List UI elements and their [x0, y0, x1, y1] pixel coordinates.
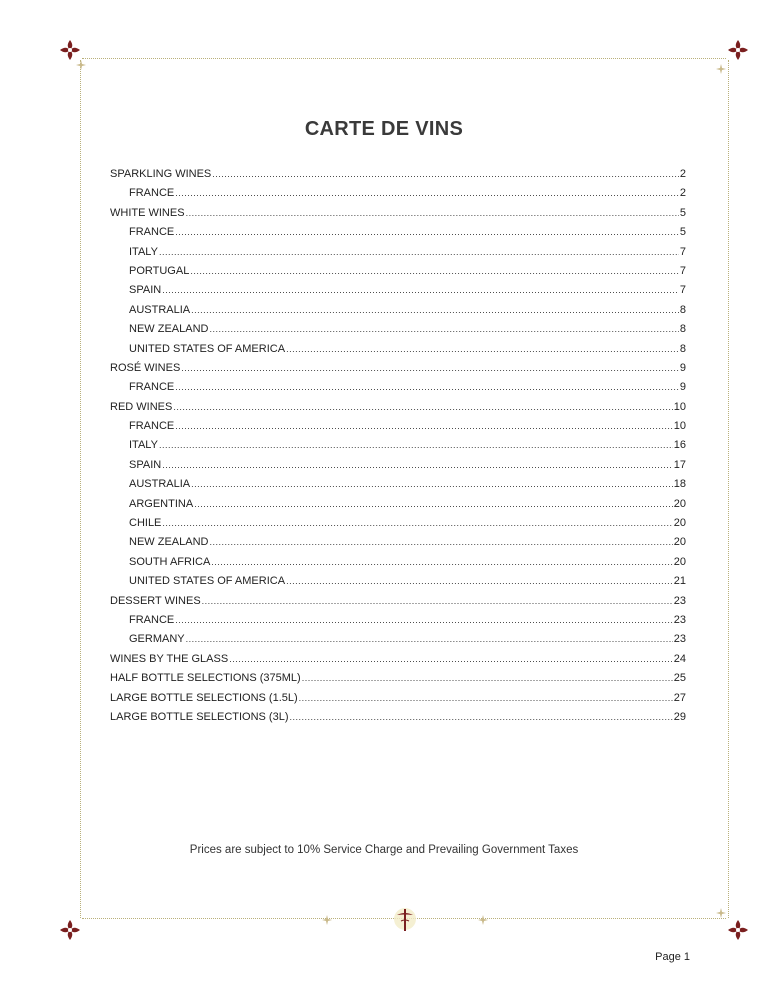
page-number: Page 1 [655, 951, 690, 963]
toc-leader-dots [159, 247, 679, 257]
toc-leader-dots [229, 654, 673, 664]
fleur-ornament-icon [726, 918, 750, 942]
toc-entry-page: 2 [679, 168, 686, 180]
star-ornament-icon [716, 908, 726, 918]
toc-entry[interactable] [110, 575, 686, 594]
toc-entry-label: LARGE BOTTLE SELECTIONS (3L) [110, 710, 289, 723]
toc-entry-page: 7 [679, 245, 686, 258]
toc-entry[interactable] [110, 672, 686, 691]
toc-entry[interactable] [110, 478, 686, 497]
toc-entry[interactable] [110, 556, 686, 575]
toc-leader-dots [162, 460, 673, 470]
toc-entry-label: ITALY [129, 245, 158, 258]
toc-entry-label: FRANCE [129, 420, 175, 433]
toc-entry-label: PORTUGAL [129, 264, 190, 277]
toc-entry[interactable] [110, 614, 686, 633]
toc-leader-dots [211, 557, 672, 567]
toc-entry-page: 23 [673, 613, 686, 626]
toc-entry[interactable] [110, 692, 686, 711]
toc-entry-label: AUSTRALIA [129, 303, 191, 316]
toc-entry-label: NEW ZEALAND [129, 536, 209, 549]
toc-leader-dots [175, 188, 679, 198]
star-ornament-icon [322, 915, 332, 925]
toc-entry-label: NEW ZEALAND [129, 323, 209, 336]
toc-leader-dots [162, 518, 672, 528]
toc-entry-page: 17 [673, 458, 686, 471]
toc-leader-dots [181, 363, 679, 373]
toc-entry-label: RED WINES [110, 400, 173, 413]
star-ornament-icon [76, 60, 86, 70]
star-ornament-icon [478, 915, 488, 925]
toc-entry-label: FRANCE [129, 381, 175, 394]
toc-entry-page: 10 [673, 420, 686, 433]
toc-entry[interactable] [110, 595, 686, 614]
toc-entry[interactable] [110, 536, 686, 555]
toc-entry[interactable] [110, 711, 686, 730]
toc-entry-label: SPARKLING WINES [110, 168, 212, 180]
toc-entry-label: SPAIN [129, 284, 162, 297]
toc-entry-page: 20 [673, 497, 686, 510]
star-ornament-icon [716, 64, 726, 74]
toc-entry-page: 18 [673, 478, 686, 491]
page-title: CARTE DE VINS [304, 118, 464, 140]
toc-entry[interactable] [110, 381, 686, 400]
toc-entry-label: UNITED STATES OF AMERICA [129, 575, 286, 588]
toc-leader-dots [212, 169, 679, 179]
toc-entry[interactable] [110, 362, 686, 381]
toc-leader-dots [186, 634, 673, 644]
toc-entry[interactable] [110, 401, 686, 420]
toc-entry-page: 9 [679, 381, 686, 394]
fleur-ornament-icon [58, 38, 82, 62]
toc-entry[interactable] [110, 633, 686, 652]
toc-entry-page: 10 [673, 400, 686, 413]
toc-entry-page: 8 [679, 303, 686, 316]
toc-leader-dots [286, 576, 673, 586]
toc-entry[interactable] [110, 187, 686, 206]
toc-entry-page: 7 [679, 264, 686, 277]
toc-entry[interactable] [110, 284, 686, 303]
toc-entry-label: CHILE [129, 517, 162, 530]
toc-entry-label: SPAIN [129, 458, 162, 471]
toc-leader-dots [290, 712, 673, 722]
border-right [728, 60, 729, 918]
toc-entry[interactable] [110, 653, 686, 672]
toc-leader-dots [202, 596, 673, 606]
toc-entry-label: WHITE WINES [110, 206, 185, 219]
toc-leader-dots [186, 208, 679, 218]
toc-entry-page: 25 [673, 672, 686, 685]
toc-entry-page: 20 [673, 536, 686, 549]
toc-entry-page: 8 [679, 323, 686, 336]
toc-entry-label: HALF BOTTLE SELECTIONS (375ML) [110, 672, 301, 685]
toc-leader-dots [191, 305, 679, 315]
fleur-ornament-icon [726, 38, 750, 62]
table-of-contents [110, 168, 686, 730]
toc-entry-label: LARGE BOTTLE SELECTIONS (1.5L) [110, 691, 298, 704]
toc-entry-page: 8 [679, 342, 686, 355]
toc-entry[interactable] [110, 265, 686, 284]
toc-leader-dots [190, 266, 679, 276]
toc-entry[interactable] [110, 207, 686, 226]
toc-entry-page: 23 [673, 633, 686, 646]
toc-entry-label: ITALY [129, 439, 158, 452]
toc-entry[interactable] [110, 323, 686, 342]
toc-leader-dots [175, 382, 679, 392]
toc-entry-page: 7 [679, 284, 686, 297]
toc-entry-page: 27 [673, 691, 686, 704]
toc-entry-page: 29 [673, 710, 686, 723]
toc-entry[interactable] [110, 420, 686, 439]
toc-entry-label: WINES BY THE GLASS [110, 652, 229, 665]
toc-leader-dots [175, 615, 673, 625]
toc-leader-dots [175, 227, 679, 237]
toc-leader-dots [209, 537, 672, 547]
toc-entry-page: 5 [679, 226, 686, 239]
toc-entry[interactable] [110, 343, 686, 362]
toc-entry-page: 2 [679, 187, 686, 200]
toc-entry[interactable] [110, 226, 686, 245]
toc-leader-dots [175, 421, 673, 431]
toc-entry-page: 9 [679, 361, 686, 374]
toc-entry-page: 23 [673, 594, 686, 607]
toc-entry-page: 21 [673, 575, 686, 588]
toc-entry-page: 16 [673, 439, 686, 452]
toc-entry[interactable] [110, 246, 686, 265]
toc-entry-label: AUSTRALIA [129, 478, 191, 491]
border-top [82, 58, 726, 59]
toc-entry-label: FRANCE [129, 226, 175, 239]
toc-leader-dots [209, 324, 678, 334]
fleur-ornament-icon [58, 918, 82, 942]
wine-cross-icon [392, 906, 418, 934]
toc-leader-dots [162, 285, 679, 295]
toc-entry-page: 20 [673, 517, 686, 530]
toc-entry[interactable] [110, 168, 686, 187]
toc-leader-dots [194, 499, 673, 509]
toc-entry-label: SOUTH AFRICA [129, 555, 211, 568]
toc-entry-page: 5 [679, 206, 686, 219]
toc-entry[interactable] [110, 459, 686, 478]
toc-leader-dots [173, 402, 672, 412]
toc-leader-dots [191, 479, 673, 489]
toc-entry-label: ARGENTINA [129, 497, 194, 510]
toc-entry-label: UNITED STATES OF AMERICA [129, 342, 286, 355]
toc-leader-dots [286, 344, 679, 354]
toc-entry-page: 24 [673, 652, 686, 665]
toc-leader-dots [159, 440, 673, 450]
border-left [80, 60, 81, 918]
toc-entry-label: ROSÉ WINES [110, 361, 181, 374]
toc-entry-label: FRANCE [129, 613, 175, 626]
toc-leader-dots [299, 693, 673, 703]
toc-entry-page: 20 [673, 555, 686, 568]
toc-entry-label: GERMANY [129, 633, 185, 646]
toc-entry[interactable] [110, 517, 686, 536]
pricing-note: Prices are subject to 10% Service Charge and Prevailing Government Taxes [189, 844, 579, 856]
toc-entry[interactable] [110, 439, 686, 458]
toc-leader-dots [302, 673, 673, 683]
toc-entry-label: DESSERT WINES [110, 594, 201, 607]
toc-entry[interactable] [110, 498, 686, 517]
toc-entry-label: FRANCE [129, 187, 175, 200]
toc-entry[interactable] [110, 304, 686, 323]
